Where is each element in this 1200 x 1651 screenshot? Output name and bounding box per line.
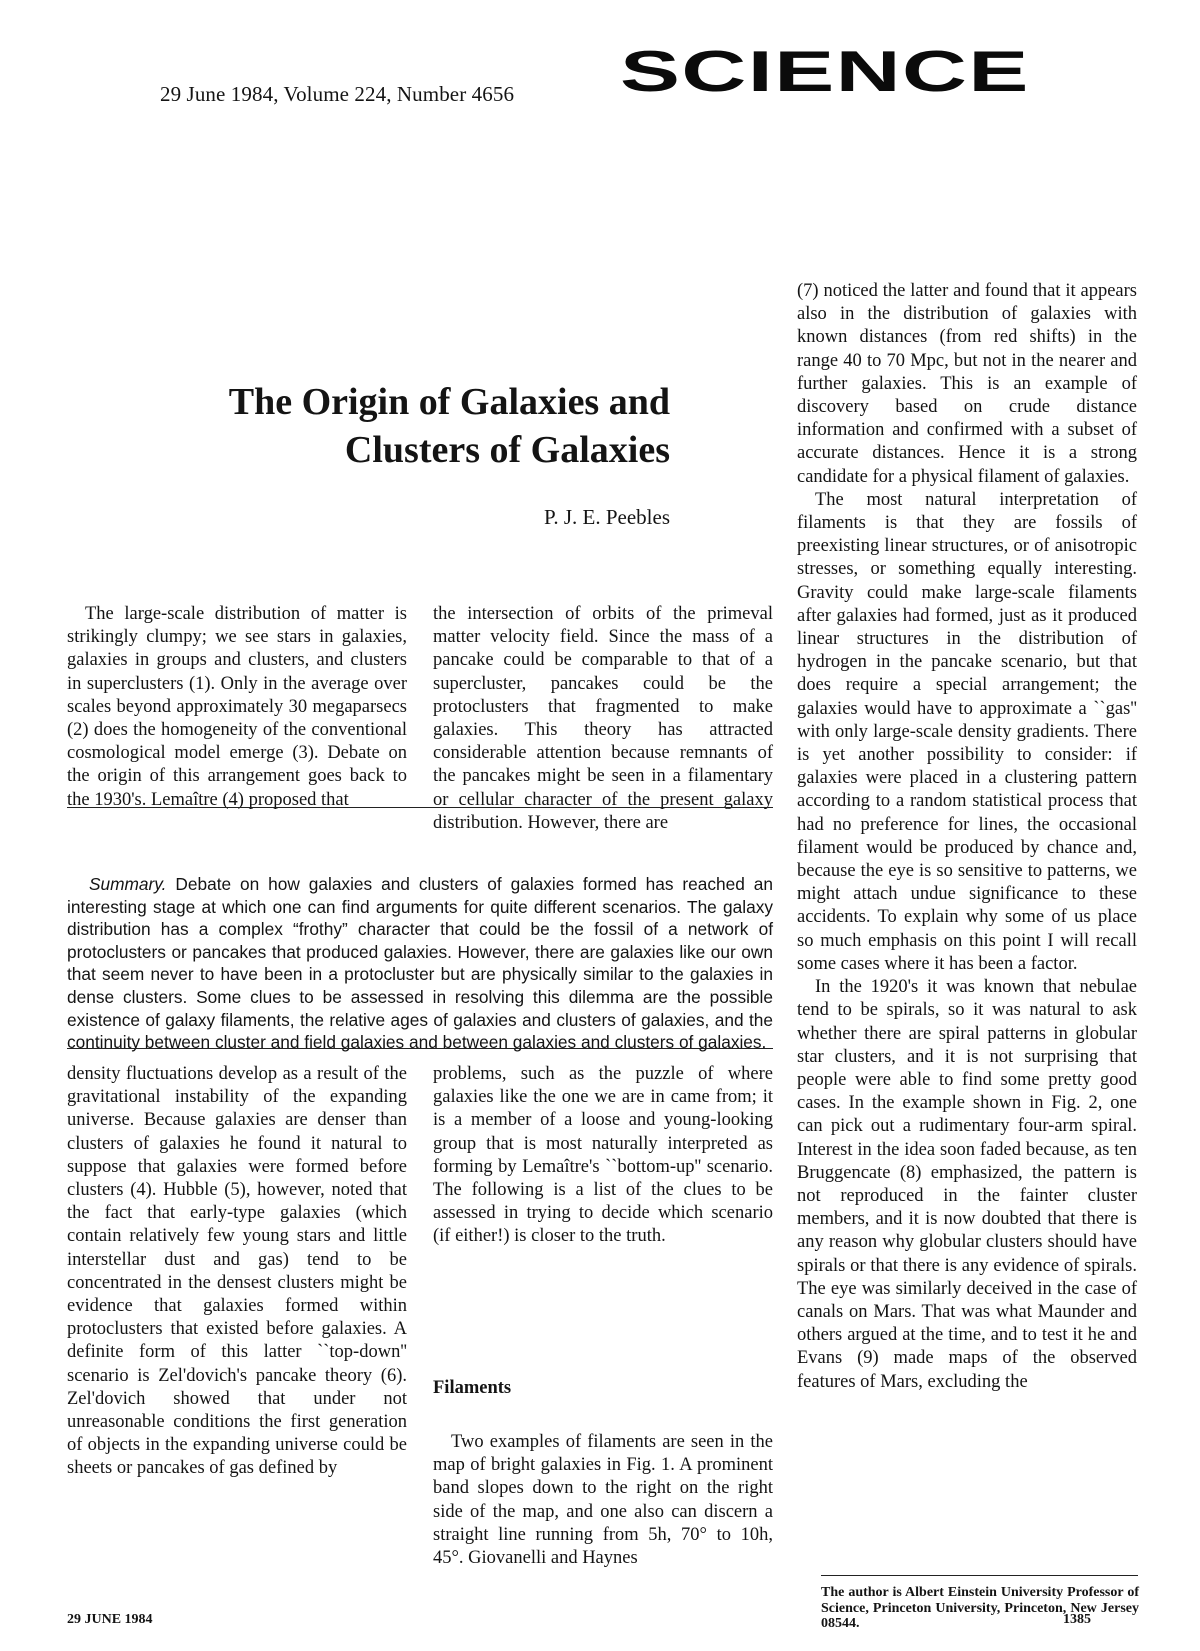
- summary-box: [67, 873, 773, 1054]
- column-2-body: [433, 1063, 773, 1249]
- column-3-body: [797, 280, 1137, 1394]
- paragraph: In the 1920's it was known that nebulae tend to be spirals, so it was natural to ask whether there are spiral patterns in globular star clusters, and it is not surprising that people were able to find some pretty good cases. In the example shown in Fig. 2, one can pick out a rudimentary four-arm spiral. Interest in the idea soon faded because, as ten Bruggencate (8) emphasized, the pattern is not reproduced in the fainter cluster members, and it is now doubted that there is any reason why globular clusters should have spirals or that there is any evidence of spirals. The eye was similarly deceived in the case of canals on Mars. That was what Maunder and others argued at the time, and to test it he and Evans (9) made maps of the observed features of Mars, excluding the: [797, 977, 1137, 1392]
- article-title-line-1: The Origin of Galaxies and: [228, 381, 670, 423]
- footer-date: 29 JUNE 1984: [67, 1612, 153, 1627]
- summary-text: Debate on how galaxies and clusters of galaxies formed has reached an interesting stage at which one can find arguments for quite different scenarios. The galaxy distribution has a complex “frothy” character that could be the fossil of a network of protoclusters or pancakes that produced galaxies. However, there are galaxies like our own that seem never to have been in a protocluster but are physically similar to the galaxies in dense clusters. Some clues to be assessed in resolving this dilemma are the possible existence of galaxy filaments, the relative ages of galaxies and clusters of galaxies, and the continuity between cluster and field galaxies and between galaxies and clusters of galaxies.: [67, 874, 773, 1053]
- journal-masthead: SCIENCE: [620, 40, 1030, 104]
- footnote-rule: [821, 1575, 1138, 1576]
- paragraph: The large-scale distribution of matter is strikingly clumpy; we see stars in galaxies, galaxies in groups and clusters, and clusters in superclusters (1). Only in the average over scales beyond approximately 30 megaparsecs (2) does the homogeneity of the conventional cosmological model emerge (3). Debate on the origin of this arrangement goes back to the 1930's. Lemaître (4) proposed that: [67, 604, 407, 810]
- summary-label: Summary.: [89, 874, 167, 894]
- summary-paragraph: [67, 873, 773, 1054]
- section-heading-filaments: Filaments: [433, 1378, 512, 1398]
- summary-bottom-rule: [67, 1048, 773, 1049]
- column-2-intro: [433, 603, 773, 835]
- page-number: 1385: [1063, 1612, 1091, 1627]
- column-1-body: [67, 1063, 407, 1481]
- column-1-intro: [67, 603, 407, 812]
- paragraph: density fluctuations develop as a result of the gravitational instability of the expanding universe. Because galaxies are denser than clusters of galaxies he found it natural to suppose that galaxies were formed before clusters (4). Hubble (5), however, noted that the fact that early-type galaxies (which contain relatively few young stars and little interstellar dust and gas) tend to be concentrated in the densest clusters might be evidence that galaxies formed within protoclusters that existed before galaxies. A definite form of this latter ``top-down'' scenario is Zel'dovich's pancake theory (6). Zel'dovich showed that under not unreasonable conditions the first generation of objects in the expanding universe could be sheets or pancakes of gas defined by: [67, 1064, 407, 1479]
- column-2-filaments: [433, 1431, 773, 1570]
- author-footnote: The author is Albert Einstein University Professor of Science, Princeton University, Princeton, New Jersey 08544.: [821, 1585, 1139, 1631]
- summary-top-rule: [67, 807, 773, 808]
- issue-line: 29 June 1984, Volume 224, Number 4656: [160, 82, 515, 106]
- paragraph: problems, such as the puzzle of where galaxies like the one we are in came from; it is a member of a loose and young-looking group that is most naturally interpreted as forming by Lemaître's ``bottom-up'' scenario. The following is a list of the clues to be assessed in trying to decide which scenario (if either!) is closer to the truth.: [433, 1064, 773, 1247]
- paragraph: the intersection of orbits of the primeval matter velocity field. Since the mass of a pancake could be comparable to that of a supercluster, pancakes could be the protoclusters that fragmented to make galaxies. This theory has attracted considerable attention because remnants of the pancakes might be seen in a filamentary or cellular character of the present galaxy distribution. However, there are: [433, 604, 773, 833]
- paragraph: The most natural interpretation of filaments is that they are fossils of preexisting linear structures, or of anisotropic stresses, or something equally interesting. Gravity could make large-scale filaments after galaxies had formed, just as it produced linear structures in the distribution of hydrogen in the pancake scenario, but that does require a special arrangement; the galaxies would have to approximate a ``gas'' with only large-scale density gradients. There is yet another possibility to consider: if galaxies were placed in a clustering pattern according to a random statistical process that had no preference for lines, the occasional filament would be produced by chance and, because the eye is so sensitive to patterns, we might attach undue significance to these accidents. To explain why some of us place so much emphasis on this point I will recall some cases where it has been a factor.: [797, 489, 1137, 974]
- paragraph: Two examples of filaments are seen in the map of bright galaxies in Fig. 1. A prominent band slopes down to the right on the right side of the map, and one also can discern a straight line running from 5h, 70° to 10h, 45°. Giovanelli and Haynes: [433, 1432, 773, 1569]
- article-author: P. J. E. Peebles: [544, 505, 670, 529]
- article-title-line-2: Clusters of Galaxies: [344, 429, 670, 471]
- paragraph: (7) noticed the latter and found that it appears also in the distribution of galaxies with known distances (from red shifts) in the range 40 to 70 Mpc, but not in the nearer and further galaxies. This is an example of discovery based on crude distance information and confirmed with a subset of accurate distances. Hence it is a strong candidate for a physical filament of galaxies.: [797, 281, 1137, 487]
- article-title: [110, 378, 670, 474]
